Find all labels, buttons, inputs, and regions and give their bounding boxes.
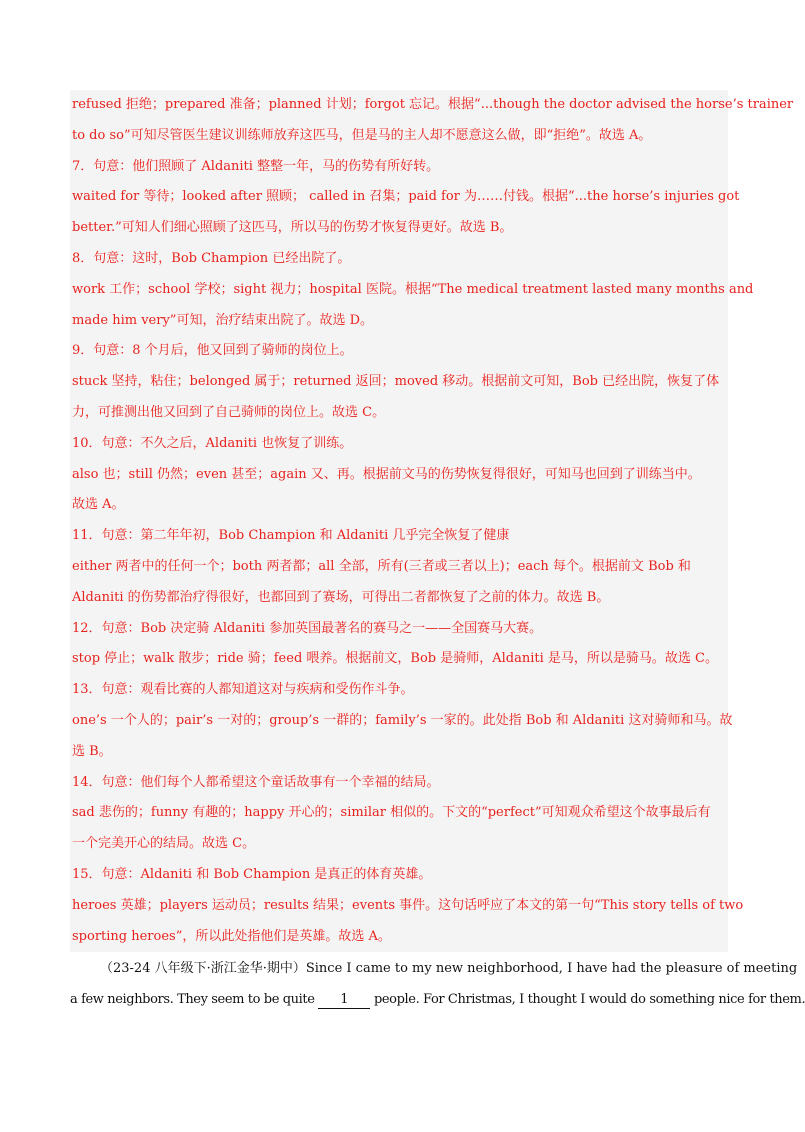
answer-line: work 工作；school 学校；sight 视力；hospital 医院。根据“The medical treatment lasted many months and <box>72 281 754 297</box>
question-second-line <box>70 984 805 1015</box>
question-text-before-blank: a few neighbors. They seem to be quite <box>70 992 319 1007</box>
answer-line: 14．句意：他们每个人都希望这个童话故事有一个幸福的结局。 <box>72 774 440 790</box>
answer-line: 10．句意：不久之后，Aldaniti 也恢复了训练。 <box>72 435 353 451</box>
answer-line: 8．句意：这时，Bob Champion 已经出院了。 <box>72 250 351 266</box>
answer-line: 选 B。 <box>72 743 112 759</box>
answer-blank: 1 <box>318 992 370 1009</box>
answer-line: 12．句意：Bob 决定骑 Aldaniti 参加英国最著名的赛马之一——全国赛马大赛。 <box>72 620 543 636</box>
answer-line: either 两者中的任何一个；both 两者都；all 全部，所有(三者或三者以上)；each 每个。根据前文 Bob 和 <box>72 558 691 574</box>
answer-line: heroes 英雄；players 运动员；results 结果；events 事件。这句话呼应了本文的第一句“This story tells of two <box>72 897 744 913</box>
answer-line: one’s 一个人的；pair’s 一对的；group’s 一群的；family’s 一家的。此处指 Bob 和 Aldaniti 这对骑师和马。故 <box>72 712 733 728</box>
answer-line: stop 停止；walk 散步；ride 骑；feed 喂养。根据前文，Bob 是骑师，Aldaniti 是马，所以是骑马。故选 C。 <box>72 651 718 667</box>
answer-line: better.”可知人们细心照顾了这匹马，所以马的伤势才恢复得更好。故选 B。 <box>72 220 513 236</box>
answer-line: Aldaniti 的伤势都治疗得很好，也都回到了赛场，可得出二者都恢复了之前的体力。故选 B。 <box>72 589 610 605</box>
answer-line: made him very”可知，治疗结束出院了。故选 D。 <box>72 312 374 328</box>
answer-line: 9．句意：8 个月后，他又回到了骑师的岗位上。 <box>72 343 353 359</box>
answer-line: 15．句意：Aldaniti 和 Bob Champion 是真正的体育英雄。 <box>72 866 432 882</box>
answer-line: 11．句意：第二年年初，Bob Champion 和 Aldaniti 几乎完全恢复了健康 <box>72 528 510 544</box>
cloze-question-passage <box>70 953 805 1015</box>
answer-line: 一个完美开心的结局。故选 C。 <box>72 836 256 852</box>
answer-line: waited for 等待；looked after 照顾； called in 召集；paid for 为……付钱。根据“...the horse’s injuries got <box>72 189 740 205</box>
question-intro-line: （23-24 八年级下·浙江金华·期中）Since I came to my new neighborhood, I have had the pleasure of meeting <box>100 961 798 976</box>
answer-line: stuck 坚持，粘住；belonged 属于；returned 返回；moved 移动。根据前文可知，Bob 已经出院，恢复了体 <box>72 374 720 390</box>
answer-explanation-block <box>70 90 794 952</box>
answer-line: 13．句意：观看比赛的人都知道这对与疾病和受伤作斗争。 <box>72 682 414 698</box>
answer-line: 故选 A。 <box>72 497 125 513</box>
answer-line: to do so”可知尽管医生建议训练师放弃这匹马，但是马的主人却不愿意这么做，即“拒绝”。故选 A。 <box>72 127 652 143</box>
answer-line: 7．句意：他们照顾了 Aldaniti 整整一年，马的伤势有所好转。 <box>72 158 440 174</box>
answer-line: 力，可推测出他又回到了自己骑师的岗位上。故选 C。 <box>72 404 386 420</box>
question-text-after-blank: people. For Christmas, I thought I would do something nice for them. <box>370 992 805 1007</box>
answer-line: refused 拒绝；prepared 准备；planned 计划；forgot 忘记。根据“...though the doctor advised the horse’s trainer <box>72 97 794 112</box>
answer-line: sad 悲伤的；funny 有趣的；happy 开心的；similar 相似的。下文的“perfect”可知观众希望这个故事最后有 <box>72 805 711 821</box>
answer-line: sporting heroes”，所以此处指他们是英雄。故选 A。 <box>72 928 391 944</box>
answer-line: also 也；still 仍然；even 甚至；again 又、再。根据前文马的伤势恢复得很好，可知马也回到了训练当中。 <box>72 466 701 482</box>
